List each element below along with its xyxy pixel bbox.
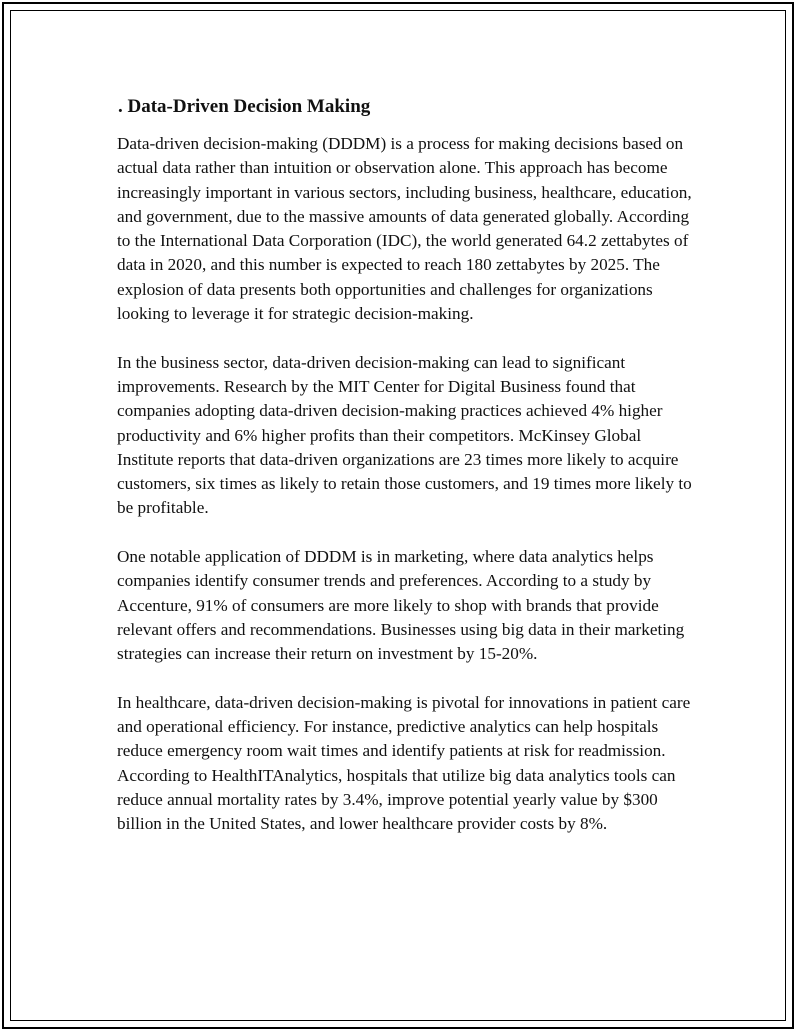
paragraph-healthcare: In healthcare, data-driven decision-making is pivotal for innovations in patient care and operational efficiency. For instance, predictive analytics can help hospitals reduce emergency room wait times and identify patients at risk for readmission. According to HealthITAnalytics, hospitals that utilize big data analytics tools can reduce annual mortality rates by 3.4%, improve potential yearly value by $300 billion in the United States, and lower healthcare provider costs by 8%. [117, 692, 691, 834]
document-body [117, 95, 692, 861]
section-heading: . Data-Driven Decision Making [118, 96, 371, 117]
paragraph-marketing: One notable application of DDDM is in marketing, where data analytics helps companies identify consumer trends and preferences. According to a study by Accenture, 91% of consumers are more likely to shop with brands that provide relevant offers and recommendations. Businesses using big data in their marketing strategies can increase their return on investment by 15-20%. [117, 547, 685, 664]
paragraph-business: In the business sector, data-driven decision-making can lead to significant improvements. Research by the MIT Center for Digital Business found that companies adopting data-driven decision-making practices achieved 4% higher productivity and 6% higher profits than their competitors. McKinsey Global Institute reports that data-driven organizations are 23 times more likely to acquire customers, six times as likely to retain those customers, and 19 times more likely to be profitable. [117, 352, 692, 518]
paragraph-intro: Data-driven decision-making (DDDM) is a process for making decisions based on actual data rather than intuition or observation alone. This approach has become increasingly important in various sectors, including business, healthcare, education, and government, due to the massive amounts of data generated globally. According to the International Data Corporation (IDC), the world generated 64.2 zettabytes of data in 2020, and this number is expected to reach 180 zettabytes by 2025. The explosion of data presents both opportunities and challenges for organizations looking to leverage it for strategic decision-making. [117, 134, 692, 324]
